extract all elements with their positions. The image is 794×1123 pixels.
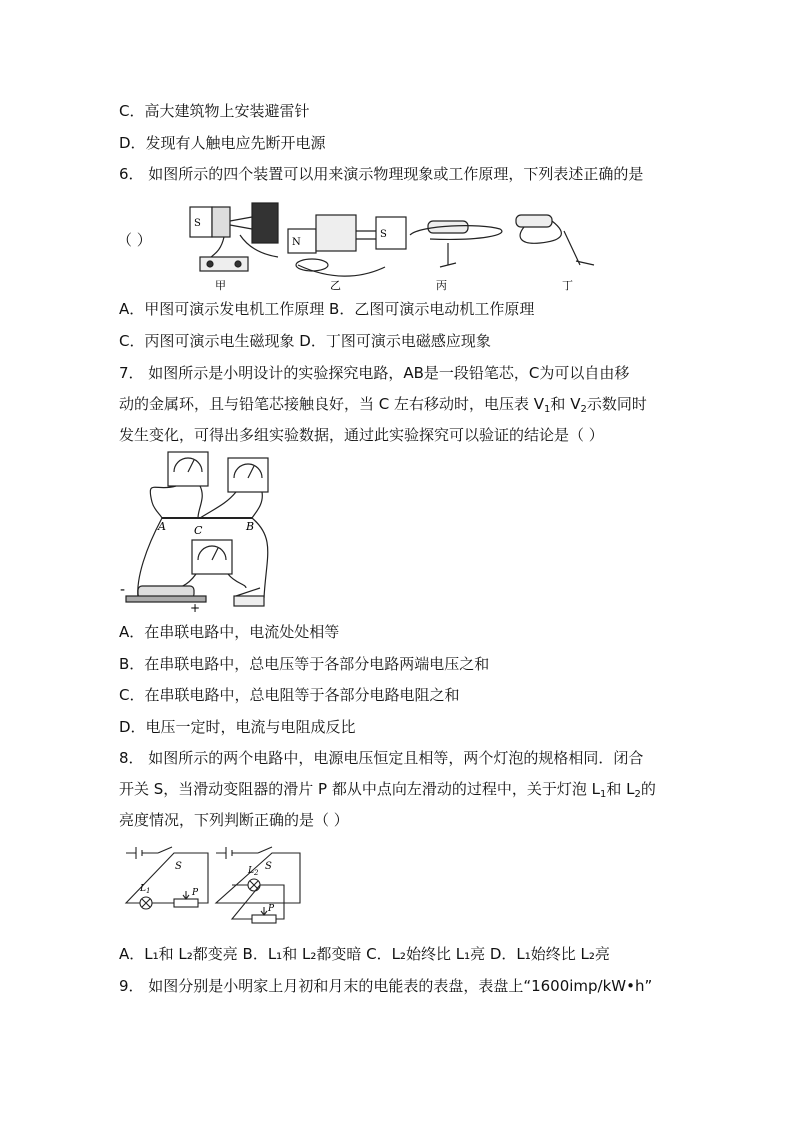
q6-stem: 6． 如图所示的四个装置可以用来演示物理现象或工作原理，下列表述正确的是 [119, 165, 644, 183]
q7-option-d: D．电压一定时，电流与电阻成反比 [119, 718, 356, 736]
q6-option-c: C．丙图可演示电生磁现象 [119, 332, 295, 350]
q6-option-b: B．乙图可演示电动机工作原理 [329, 300, 535, 318]
q6-options-cd [119, 331, 491, 351]
label-a: A [158, 520, 166, 533]
switch [234, 596, 264, 606]
q8-figure [122, 843, 308, 929]
device-bing [410, 221, 502, 267]
switch-s-1: S [175, 861, 182, 872]
q8-stem-line3: 亮度情况，下列判断正确的是（ ） [119, 811, 349, 829]
device-yi [288, 215, 406, 276]
label-ding: 丁 [562, 279, 573, 292]
label-b: B [246, 520, 255, 533]
yi-magnet-n: N [292, 237, 301, 248]
battery-plus: + [190, 601, 201, 615]
lamp-l2-label: $L_2$ [248, 866, 259, 877]
q7-stem-line3: 发生变化，可得出多组实验数据，通过此实验探究可以验证的结论是（ ） [119, 426, 604, 444]
q6-options-ab [119, 299, 534, 319]
q8-options: A．L₁和 L₂都变亮 B．L₁和 L₂都变暗 C．L₂始终比 L₁亮 D．L₁始终比 L₂亮 [119, 945, 610, 963]
q5-option-d: D．发现有人触电应先断开电源 [119, 134, 326, 152]
slider-p-2: P [268, 904, 275, 914]
q6-option-d: D．丁图可演示电磁感应现象 [299, 332, 491, 350]
q7-option-c: C．在串联电路中，总电阻等于各部分电路电阻之和 [119, 686, 460, 704]
slider-p-1: P [192, 888, 199, 898]
label-jia: 甲 [215, 279, 226, 292]
q6-option-a: A．甲图可演示发电机工作原理 [119, 300, 325, 318]
switch-s-2: S [265, 861, 272, 872]
q6-answer-paren: （ ） [117, 231, 152, 249]
label-bing: 丙 [436, 279, 447, 292]
device-ding [516, 215, 594, 265]
label-c: C [194, 524, 203, 537]
q7-stem-line1: 7． 如图所示是小明设计的实验探究电路，AB是一段铅笔芯，C为可以自由移 [119, 364, 630, 382]
q7-option-a: A．在串联电路中，电流处处相等 [119, 623, 340, 641]
yi-magnet-s: S [380, 229, 387, 240]
lamp-l1-label: $L_1$ [140, 884, 151, 895]
q7-figure [116, 448, 286, 616]
battery-minus: - [120, 582, 126, 598]
q8-stem-line1: 8． 如图所示的两个电路中，电源电压恒定且相等，两个灯泡的规格相同．闭合 [119, 749, 644, 767]
circuit-1 [126, 847, 208, 909]
q7-option-b: B．在串联电路中，总电压等于各部分电路两端电压之和 [119, 655, 490, 673]
q9-stem: 9． 如图分别是小明家上月初和月末的电能表的表盘，表盘上“1600imp/kW•h” [119, 977, 653, 995]
q5-option-c: C．高大建筑物上安装避雷针 [119, 102, 310, 120]
jia-magnet-s: S [194, 218, 201, 229]
label-yi: 乙 [330, 279, 341, 292]
circuit-2 [216, 847, 300, 923]
q8-stem-line2: 开关 S，当滑动变阻器的滑片 P 都从中点向左滑动的过程中，关于灯泡 $L_1$和 $L_2$的 [119, 780, 656, 800]
q6-figure [180, 195, 610, 295]
device-jia [190, 203, 278, 271]
q7-stem-line2: 动的金属环，且与铅笔芯接触良好，当 C 左右移动时，电压表 $V_1$和 $V_2$示数同时 [119, 395, 647, 415]
